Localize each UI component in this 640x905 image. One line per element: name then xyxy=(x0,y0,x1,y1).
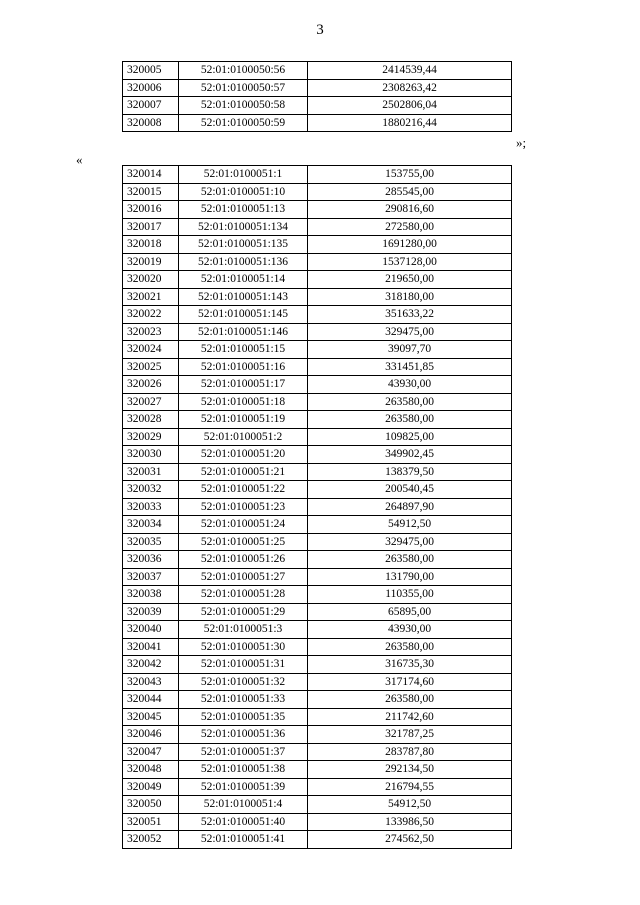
record-id-cell: 320024 xyxy=(123,341,179,359)
table-row xyxy=(123,201,512,219)
table-row xyxy=(123,568,512,586)
record-id-cell: 320021 xyxy=(123,288,179,306)
value-cell: 219650,00 xyxy=(308,271,512,289)
record-id-cell: 320039 xyxy=(123,603,179,621)
record-id-cell: 320018 xyxy=(123,236,179,254)
cadastral-number-cell: 52:01:0100051:1 xyxy=(179,166,308,184)
value-cell: 109825,00 xyxy=(308,428,512,446)
value-cell: 1537128,00 xyxy=(308,253,512,271)
closing-quote: »; xyxy=(516,135,527,150)
table-row xyxy=(123,97,512,115)
cadastral-number-cell: 52:01:0100051:14 xyxy=(179,271,308,289)
cadastral-number-cell: 52:01:0100051:40 xyxy=(179,813,308,831)
record-id-cell: 320019 xyxy=(123,253,179,271)
cadastral-number-cell: 52:01:0100051:17 xyxy=(179,376,308,394)
value-cell: 264897,90 xyxy=(308,498,512,516)
value-cell: 329475,00 xyxy=(308,323,512,341)
record-id-cell: 320026 xyxy=(123,376,179,394)
cadastral-number-cell: 52:01:0100050:58 xyxy=(179,97,308,115)
table-row xyxy=(123,376,512,394)
cadastral-number-cell: 52:01:0100051:2 xyxy=(179,428,308,446)
value-cell: 317174,60 xyxy=(308,673,512,691)
cadastral-number-cell: 52:01:0100051:27 xyxy=(179,568,308,586)
cadastral-number-cell: 52:01:0100051:145 xyxy=(179,306,308,324)
record-id-cell: 320034 xyxy=(123,516,179,534)
table-row xyxy=(123,306,512,324)
cadastral-number-cell: 52:01:0100051:24 xyxy=(179,516,308,534)
table-row xyxy=(123,691,512,709)
table-row xyxy=(123,743,512,761)
record-id-cell: 320007 xyxy=(123,97,179,115)
table-row xyxy=(123,726,512,744)
record-id-cell: 320014 xyxy=(123,166,179,184)
table-row xyxy=(123,656,512,674)
table-row xyxy=(123,831,512,849)
cadastral-number-cell: 52:01:0100051:37 xyxy=(179,743,308,761)
record-id-cell: 320020 xyxy=(123,271,179,289)
cadastral-number-cell: 52:01:0100051:134 xyxy=(179,218,308,236)
cadastral-number-cell: 52:01:0100051:21 xyxy=(179,463,308,481)
value-cell: 290816,60 xyxy=(308,201,512,219)
record-id-cell: 320037 xyxy=(123,568,179,586)
value-cell: 54912,50 xyxy=(308,796,512,814)
record-id-cell: 320027 xyxy=(123,393,179,411)
table-row xyxy=(123,323,512,341)
value-cell: 110355,00 xyxy=(308,586,512,604)
record-id-cell: 320047 xyxy=(123,743,179,761)
record-id-cell: 320038 xyxy=(123,586,179,604)
cadastral-number-cell: 52:01:0100051:4 xyxy=(179,796,308,814)
record-id-cell: 320005 xyxy=(123,62,179,80)
value-cell: 133986,50 xyxy=(308,813,512,831)
value-cell: 2308263,42 xyxy=(308,79,512,97)
table-row xyxy=(123,218,512,236)
cadastral-number-cell: 52:01:0100051:41 xyxy=(179,831,308,849)
value-cell: 263580,00 xyxy=(308,551,512,569)
record-id-cell: 320046 xyxy=(123,726,179,744)
record-id-cell: 320052 xyxy=(123,831,179,849)
record-id-cell: 320017 xyxy=(123,218,179,236)
record-id-cell: 320048 xyxy=(123,761,179,779)
cadastral-number-cell: 52:01:0100051:22 xyxy=(179,481,308,499)
record-id-cell: 320033 xyxy=(123,498,179,516)
table-row xyxy=(123,114,512,132)
value-cell: 349902,45 xyxy=(308,446,512,464)
table-row xyxy=(123,62,512,80)
value-cell: 65895,00 xyxy=(308,603,512,621)
table-row xyxy=(123,551,512,569)
table-parcels-1 xyxy=(122,61,512,132)
table-parcels-2 xyxy=(122,165,512,849)
record-id-cell: 320051 xyxy=(123,813,179,831)
value-cell: 211742,60 xyxy=(308,708,512,726)
record-id-cell: 320049 xyxy=(123,778,179,796)
value-cell: 2414539,44 xyxy=(308,62,512,80)
record-id-cell: 320030 xyxy=(123,446,179,464)
table-row xyxy=(123,761,512,779)
cadastral-number-cell: 52:01:0100051:10 xyxy=(179,183,308,201)
record-id-cell: 320031 xyxy=(123,463,179,481)
value-cell: 285545,00 xyxy=(308,183,512,201)
table-row xyxy=(123,393,512,411)
table-row xyxy=(123,358,512,376)
value-cell: 43930,00 xyxy=(308,376,512,394)
table-row xyxy=(123,603,512,621)
cadastral-number-cell: 52:01:0100051:146 xyxy=(179,323,308,341)
cadastral-number-cell: 52:01:0100051:136 xyxy=(179,253,308,271)
value-cell: 131790,00 xyxy=(308,568,512,586)
value-cell: 2502806,04 xyxy=(308,97,512,115)
value-cell: 39097,70 xyxy=(308,341,512,359)
record-id-cell: 320016 xyxy=(123,201,179,219)
table-row xyxy=(123,341,512,359)
table-row xyxy=(123,183,512,201)
cadastral-number-cell: 52:01:0100051:26 xyxy=(179,551,308,569)
value-cell: 318180,00 xyxy=(308,288,512,306)
opening-quote: « xyxy=(76,152,83,167)
cadastral-number-cell: 52:01:0100051:13 xyxy=(179,201,308,219)
cadastral-number-cell: 52:01:0100051:16 xyxy=(179,358,308,376)
table-row xyxy=(123,428,512,446)
value-cell: 54912,50 xyxy=(308,516,512,534)
record-id-cell: 320028 xyxy=(123,411,179,429)
cadastral-number-cell: 52:01:0100051:33 xyxy=(179,691,308,709)
value-cell: 316735,30 xyxy=(308,656,512,674)
record-id-cell: 320043 xyxy=(123,673,179,691)
cadastral-number-cell: 52:01:0100051:3 xyxy=(179,621,308,639)
record-id-cell: 320008 xyxy=(123,114,179,132)
value-cell: 1880216,44 xyxy=(308,114,512,132)
record-id-cell: 320025 xyxy=(123,358,179,376)
value-cell: 263580,00 xyxy=(308,393,512,411)
value-cell: 263580,00 xyxy=(308,411,512,429)
table-row xyxy=(123,463,512,481)
table-row xyxy=(123,481,512,499)
record-id-cell: 320032 xyxy=(123,481,179,499)
cadastral-number-cell: 52:01:0100051:18 xyxy=(179,393,308,411)
cadastral-number-cell: 52:01:0100051:15 xyxy=(179,341,308,359)
value-cell: 200540,45 xyxy=(308,481,512,499)
table-row xyxy=(123,79,512,97)
cadastral-number-cell: 52:01:0100051:38 xyxy=(179,761,308,779)
value-cell: 321787,25 xyxy=(308,726,512,744)
cadastral-number-cell: 52:01:0100050:57 xyxy=(179,79,308,97)
cadastral-number-cell: 52:01:0100051:32 xyxy=(179,673,308,691)
table-row xyxy=(123,411,512,429)
record-id-cell: 320045 xyxy=(123,708,179,726)
table-row xyxy=(123,498,512,516)
table-row xyxy=(123,708,512,726)
table-row xyxy=(123,778,512,796)
record-id-cell: 320035 xyxy=(123,533,179,551)
cadastral-number-cell: 52:01:0100051:143 xyxy=(179,288,308,306)
cadastral-number-cell: 52:01:0100051:20 xyxy=(179,446,308,464)
value-cell: 138379,50 xyxy=(308,463,512,481)
table-row xyxy=(123,796,512,814)
table-row xyxy=(123,253,512,271)
cadastral-number-cell: 52:01:0100051:36 xyxy=(179,726,308,744)
record-id-cell: 320040 xyxy=(123,621,179,639)
table-row xyxy=(123,586,512,604)
cadastral-number-cell: 52:01:0100051:31 xyxy=(179,656,308,674)
record-id-cell: 320022 xyxy=(123,306,179,324)
cadastral-number-cell: 52:01:0100051:25 xyxy=(179,533,308,551)
record-id-cell: 320036 xyxy=(123,551,179,569)
value-cell: 331451,85 xyxy=(308,358,512,376)
table-row xyxy=(123,638,512,656)
value-cell: 43930,00 xyxy=(308,621,512,639)
cadastral-number-cell: 52:01:0100051:30 xyxy=(179,638,308,656)
value-cell: 292134,50 xyxy=(308,761,512,779)
value-cell: 153755,00 xyxy=(308,166,512,184)
table-row xyxy=(123,533,512,551)
value-cell: 272580,00 xyxy=(308,218,512,236)
value-cell: 216794,55 xyxy=(308,778,512,796)
table-row xyxy=(123,446,512,464)
table-row xyxy=(123,813,512,831)
cadastral-number-cell: 52:01:0100051:29 xyxy=(179,603,308,621)
record-id-cell: 320042 xyxy=(123,656,179,674)
table-row xyxy=(123,621,512,639)
value-cell: 274562,50 xyxy=(308,831,512,849)
record-id-cell: 320015 xyxy=(123,183,179,201)
record-id-cell: 320044 xyxy=(123,691,179,709)
cadastral-number-cell: 52:01:0100051:39 xyxy=(179,778,308,796)
table-row xyxy=(123,271,512,289)
value-cell: 329475,00 xyxy=(308,533,512,551)
record-id-cell: 320023 xyxy=(123,323,179,341)
cadastral-number-cell: 52:01:0100051:135 xyxy=(179,236,308,254)
cadastral-number-cell: 52:01:0100050:59 xyxy=(179,114,308,132)
cadastral-number-cell: 52:01:0100051:35 xyxy=(179,708,308,726)
cadastral-number-cell: 52:01:0100050:56 xyxy=(179,62,308,80)
record-id-cell: 320029 xyxy=(123,428,179,446)
record-id-cell: 320041 xyxy=(123,638,179,656)
cadastral-number-cell: 52:01:0100051:23 xyxy=(179,498,308,516)
value-cell: 263580,00 xyxy=(308,691,512,709)
cadastral-number-cell: 52:01:0100051:28 xyxy=(179,586,308,604)
value-cell: 1691280,00 xyxy=(308,236,512,254)
value-cell: 351633,22 xyxy=(308,306,512,324)
table-row xyxy=(123,288,512,306)
table-row xyxy=(123,166,512,184)
value-cell: 283787,80 xyxy=(308,743,512,761)
page-number: 3 xyxy=(316,22,324,38)
table-row xyxy=(123,516,512,534)
record-id-cell: 320050 xyxy=(123,796,179,814)
table-row xyxy=(123,673,512,691)
cadastral-number-cell: 52:01:0100051:19 xyxy=(179,411,308,429)
value-cell: 263580,00 xyxy=(308,638,512,656)
table-row xyxy=(123,236,512,254)
record-id-cell: 320006 xyxy=(123,79,179,97)
